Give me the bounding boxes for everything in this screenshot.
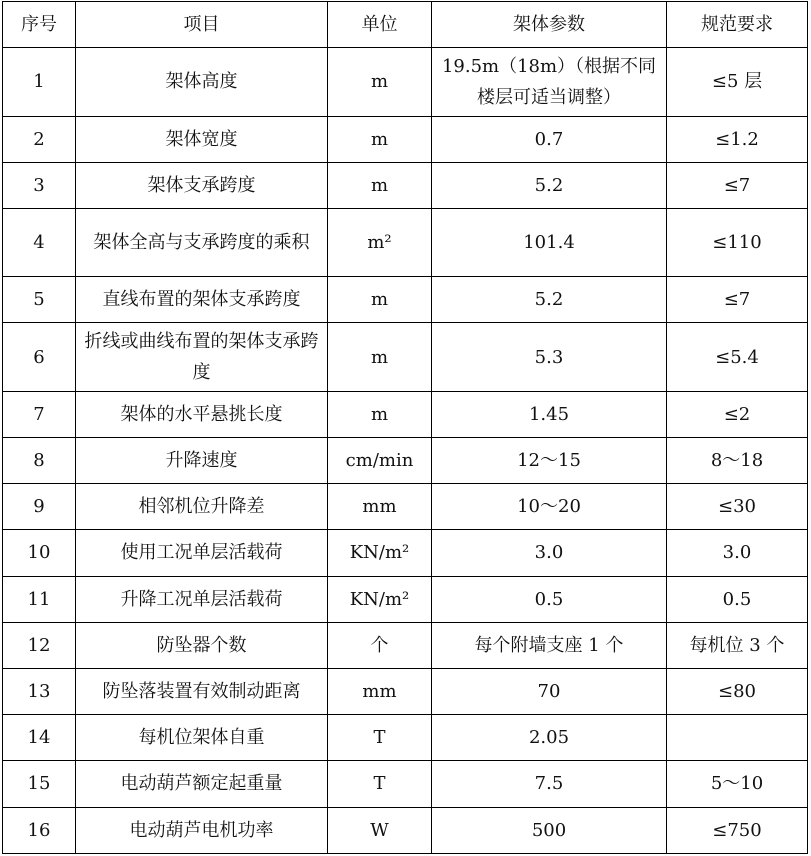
row-item: 架体宽度 [76,116,328,162]
row-no: 11 [3,576,76,622]
row-unit: m [328,162,432,208]
row-item: 折线或曲线布置的架体支承跨度 [76,323,328,391]
row-param: 101.4 [432,208,667,276]
row-item: 电动葫芦电机功率 [76,807,328,853]
row-unit: cm/min [328,437,432,483]
row-param: 1.45 [432,391,667,437]
row-req: ≤5 层 [667,48,808,116]
row-no: 16 [3,807,76,853]
table-row [3,807,808,853]
row-param: 500 [432,807,667,853]
row-req: ≤750 [667,807,808,853]
row-item: 升降速度 [76,437,328,483]
header-row [3,2,808,48]
row-param: 0.5 [432,576,667,622]
row-item: 架体高度 [76,48,328,116]
specification-table [2,1,808,854]
row-no: 5 [3,277,76,323]
row-param: 3.0 [432,530,667,576]
row-req: ≤1.2 [667,116,808,162]
row-item: 电动葫芦额定起重量 [76,761,328,807]
table-row [3,484,808,530]
row-unit: mm [328,484,432,530]
row-item: 升降工况单层活载荷 [76,576,328,622]
header-req: 规范要求 [667,2,808,48]
row-no: 15 [3,761,76,807]
row-unit: KN/m² [328,530,432,576]
row-req: ≤80 [667,668,808,714]
row-unit: KN/m² [328,576,432,622]
table-row [3,715,808,761]
row-unit: 个 [328,622,432,668]
table-row [3,530,808,576]
row-item: 使用工况单层活载荷 [76,530,328,576]
row-no: 6 [3,323,76,391]
row-req: 5～10 [667,761,808,807]
table-row [3,323,808,391]
row-req: ≤5.4 [667,323,808,391]
header-no: 序号 [3,2,76,48]
row-unit: m [328,277,432,323]
row-param: 2.05 [432,715,667,761]
row-param: 12～15 [432,437,667,483]
row-req: ≤7 [667,162,808,208]
row-no: 1 [3,48,76,116]
header-item: 项目 [76,2,328,48]
row-req: ≤30 [667,484,808,530]
row-item: 直线布置的架体支承跨度 [76,277,328,323]
row-req [667,715,808,761]
row-no: 3 [3,162,76,208]
row-item: 架体支承跨度 [76,162,328,208]
table-row [3,162,808,208]
row-param: 5.2 [432,162,667,208]
table-row [3,761,808,807]
table-row [3,391,808,437]
row-param: 19.5m（18m）（根据不同楼层可适当调整） [432,48,667,116]
table-row [3,277,808,323]
row-req: 每机位 3 个 [667,622,808,668]
row-unit: T [328,715,432,761]
table-row [3,208,808,276]
row-req: ≤2 [667,391,808,437]
row-item: 每机位架体自重 [76,715,328,761]
row-item: 防坠落装置有效制动距离 [76,668,328,714]
row-no: 4 [3,208,76,276]
row-unit: m [328,48,432,116]
row-param: 5.2 [432,277,667,323]
table-row [3,116,808,162]
row-item: 相邻机位升降差 [76,484,328,530]
row-req: ≤7 [667,277,808,323]
row-item: 架体全高与支承跨度的乘积 [76,208,328,276]
table-row [3,622,808,668]
row-unit: m [328,323,432,391]
row-no: 14 [3,715,76,761]
table-row [3,668,808,714]
table-row [3,437,808,483]
row-no: 13 [3,668,76,714]
row-param: 70 [432,668,667,714]
table-row [3,576,808,622]
row-req: 3.0 [667,530,808,576]
row-no: 10 [3,530,76,576]
row-req: 0.5 [667,576,808,622]
row-unit: m [328,391,432,437]
row-unit: m² [328,208,432,276]
row-unit: mm [328,668,432,714]
row-no: 2 [3,116,76,162]
row-no: 12 [3,622,76,668]
row-unit: m [328,116,432,162]
row-no: 8 [3,437,76,483]
header-param: 架体参数 [432,2,667,48]
row-param: 7.5 [432,761,667,807]
row-param: 0.7 [432,116,667,162]
row-param: 每个附墙支座 1 个 [432,622,667,668]
row-param: 5.3 [432,323,667,391]
row-req: 8～18 [667,437,808,483]
row-item: 防坠器个数 [76,622,328,668]
row-unit: W [328,807,432,853]
row-no: 9 [3,484,76,530]
header-unit: 单位 [328,2,432,48]
row-no: 7 [3,391,76,437]
row-unit: T [328,761,432,807]
row-req: ≤110 [667,208,808,276]
table-row [3,48,808,116]
row-param: 10～20 [432,484,667,530]
row-item: 架体的水平悬挑长度 [76,391,328,437]
